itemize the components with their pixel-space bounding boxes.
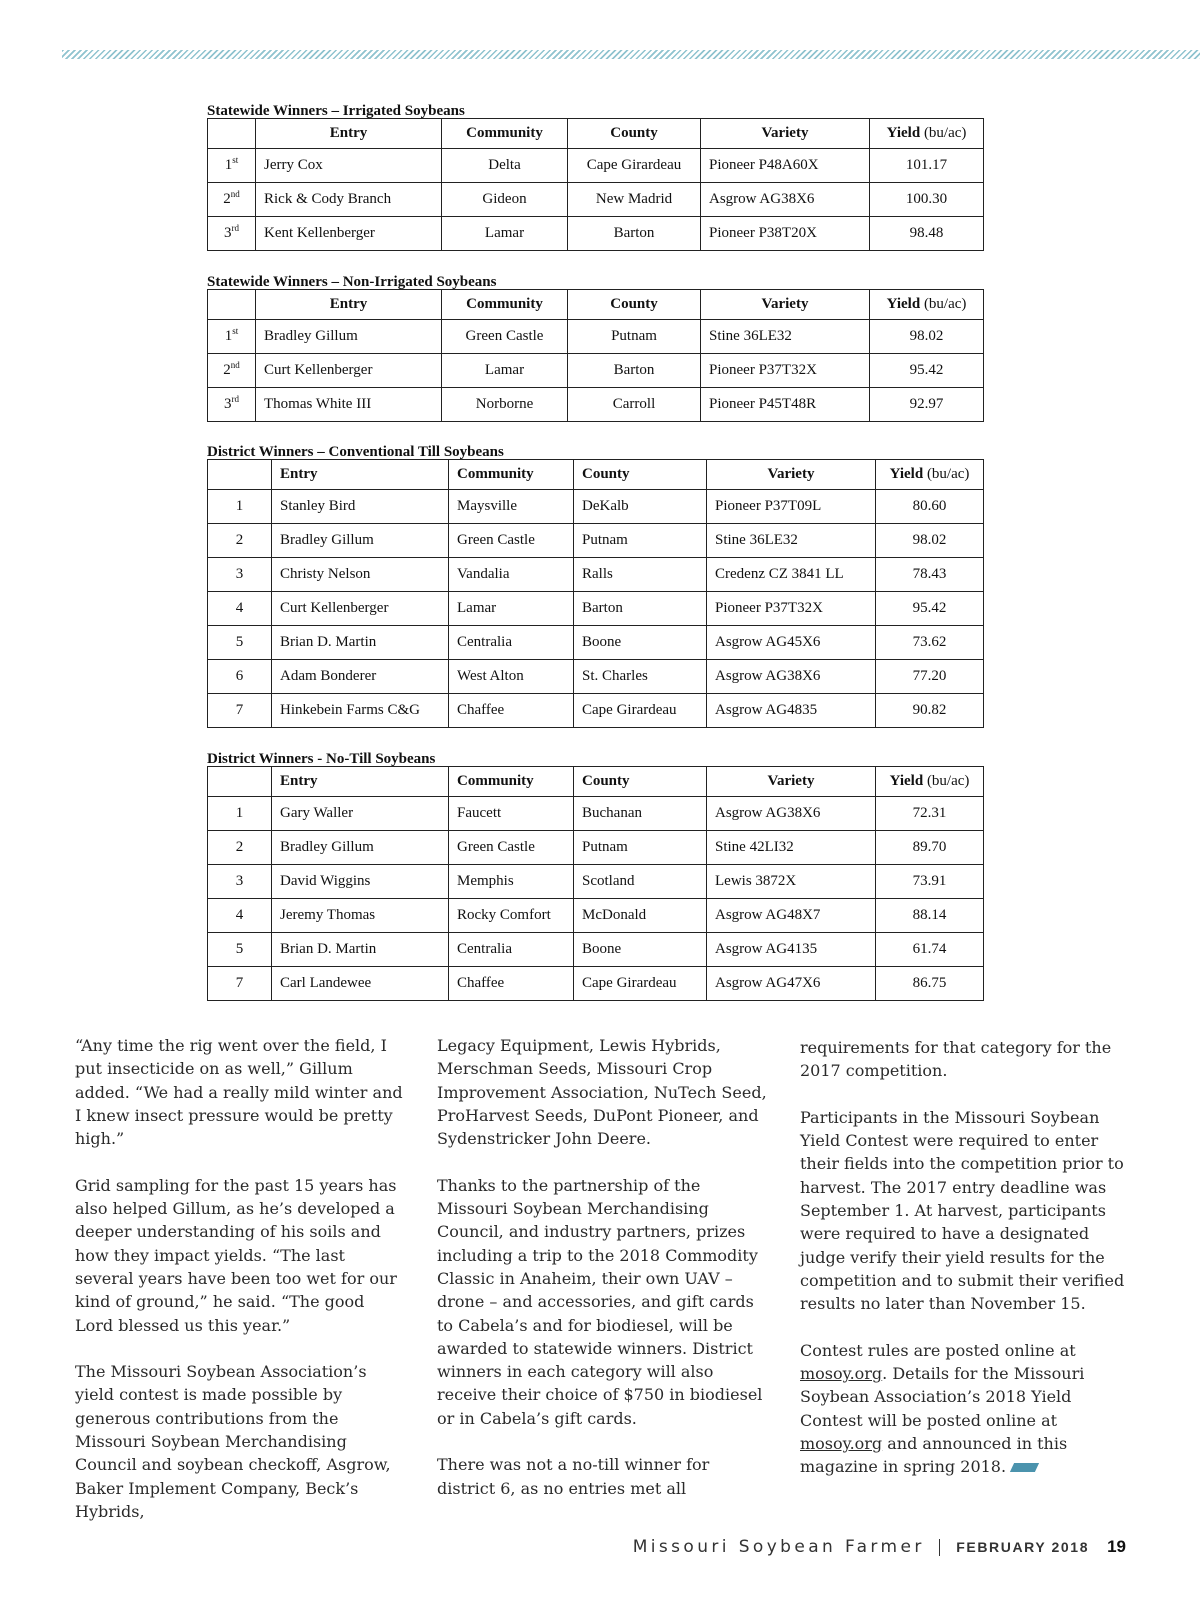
- entry-cell: Bradley Gillum: [256, 320, 442, 354]
- entry-cell: Christy Nelson: [272, 558, 449, 592]
- table-row: [208, 797, 984, 831]
- article-paragraph: The Missouri Soybean Association’s yield contest is made possible by generous contributions from the Missouri Soybean Merchandising Council and soybean checkoff, Asgrow, Baker Implement Company, Beck’s Hybrids,: [75, 1362, 391, 1521]
- yield-cell: 86.75: [876, 967, 984, 1001]
- entry-header: Entry: [272, 767, 449, 797]
- table-row: [208, 490, 984, 524]
- article-paragraph: Grid sampling for the past 15 years has also helped Gillum, as he’s developed a deeper understanding of his soils and how they impact yields. “The last several years have been too wet for our kind of ground,” he said. “The good Lord blessed us this year.”: [75, 1175, 397, 1335]
- no-till-table-body: [208, 797, 984, 1001]
- community-cell: Maysville: [449, 490, 574, 524]
- rank-number: 1: [235, 805, 244, 821]
- table-row: [208, 354, 984, 388]
- community-header: Community: [442, 290, 568, 320]
- county-cell: Barton: [574, 592, 707, 626]
- entry-cell: Curt Kellenberger: [272, 592, 449, 626]
- variety-cell: Stine 36LE32: [707, 524, 876, 558]
- footer-divider: [939, 1539, 941, 1556]
- table-row: [208, 183, 984, 217]
- county-cell: DeKalb: [574, 490, 707, 524]
- yield-cell: 73.62: [876, 626, 984, 660]
- table-row: [208, 558, 984, 592]
- county-header: County: [574, 460, 707, 490]
- rank-cell: [208, 217, 256, 251]
- entry-cell: Hinkebein Farms C&G: [272, 694, 449, 728]
- county-cell: New Madrid: [568, 183, 701, 217]
- rank-number: 1: [224, 328, 233, 344]
- rank-cell: [208, 797, 272, 831]
- table-row: [208, 899, 984, 933]
- variety-cell: Pioneer P37T32X: [707, 592, 876, 626]
- non-irrigated-table-body: [208, 320, 984, 422]
- community-cell: Green Castle: [449, 831, 574, 865]
- yield-header: Yield (bu/ac): [876, 460, 984, 490]
- rank-number: 3: [224, 396, 232, 412]
- community-cell: Faucett: [449, 797, 574, 831]
- article-paragraph: There was not a no-till winner for district 6, as no entries met all: [437, 1455, 710, 1498]
- yield-cell: 90.82: [876, 694, 984, 728]
- no-till-table-title: District Winners - No-Till Soybeans: [207, 751, 436, 767]
- yield-cell: 72.31: [876, 797, 984, 831]
- county-header: County: [574, 767, 707, 797]
- yield-cell: 95.42: [870, 354, 984, 388]
- rank-cell: [208, 490, 272, 524]
- no-till-winners-section: [207, 751, 983, 1001]
- county-cell: Boone: [574, 933, 707, 967]
- table-header-row: [208, 767, 984, 797]
- table-row: [208, 217, 984, 251]
- yield-cell: 98.02: [876, 524, 984, 558]
- yield-cell: 80.60: [876, 490, 984, 524]
- table-header-row: [208, 460, 984, 490]
- county-cell: Scotland: [574, 865, 707, 899]
- rank-number: 2: [235, 532, 244, 548]
- table-row: [208, 592, 984, 626]
- community-cell: Rocky Comfort: [449, 899, 574, 933]
- county-cell: Boone: [574, 626, 707, 660]
- variety-header: Variety: [707, 767, 876, 797]
- rank-number: 3: [224, 225, 232, 241]
- county-cell: Cape Girardeau: [574, 694, 707, 728]
- variety-cell: Asgrow AG4835: [707, 694, 876, 728]
- community-header: Community: [442, 119, 568, 149]
- rank-cell: [208, 933, 272, 967]
- variety-cell: Stine 42LI32: [707, 831, 876, 865]
- county-cell: Barton: [568, 354, 701, 388]
- county-header: County: [568, 290, 701, 320]
- table-row: [208, 660, 984, 694]
- rank-number: 6: [235, 668, 244, 684]
- entry-cell: Brian D. Martin: [272, 626, 449, 660]
- entry-cell: Adam Bonderer: [272, 660, 449, 694]
- decorative-top-rule: [62, 50, 1200, 59]
- yield-cell: 98.02: [870, 320, 984, 354]
- entry-cell: Carl Landewee: [272, 967, 449, 1001]
- table-header-row: [208, 119, 984, 149]
- mosoy-link[interactable]: mosoy.org: [800, 1364, 883, 1384]
- yield-header: Yield (bu/ac): [870, 290, 984, 320]
- yield-cell: 61.74: [876, 933, 984, 967]
- entry-header: Entry: [272, 460, 449, 490]
- table-row: [208, 388, 984, 422]
- variety-cell: Lewis 3872X: [707, 865, 876, 899]
- article-paragraph: “Any time the rig went over the field, I put insecticide on as well,” Gillum added. “We had a really mild winter and I knew insect pressure would be pretty high.”: [75, 1036, 403, 1149]
- rank-number: 3: [235, 873, 244, 889]
- page-number: 19: [1107, 1537, 1126, 1556]
- conventional-table-title: District Winners – Conventional Till Soybeans: [207, 444, 504, 460]
- table-row: [208, 967, 984, 1001]
- rank-number: 1: [224, 157, 233, 173]
- table-row: [208, 933, 984, 967]
- table-row: [208, 149, 984, 183]
- entry-cell: David Wiggins: [272, 865, 449, 899]
- yield-cell: 98.48: [870, 217, 984, 251]
- community-cell: Memphis: [449, 865, 574, 899]
- yield-cell: 88.14: [876, 899, 984, 933]
- community-cell: Gideon: [442, 183, 568, 217]
- rank-cell: [208, 694, 272, 728]
- county-cell: Barton: [568, 217, 701, 251]
- yield-cell: 78.43: [876, 558, 984, 592]
- rank-number: 7: [235, 702, 244, 718]
- variety-cell: Credenz CZ 3841 LL: [707, 558, 876, 592]
- article-paragraph: Thanks to the partnership of the Missouri Soybean Merchandising Council, and industry partners, prizes including a trip to the 2018 Commodity Classic in Anaheim, their own UAV – drone – and accessories, and gift cards to Cabela’s and for biodiesel, will be awarded to statewide winners. District winners in each category will also receive their choice of $750 in biodiesel or in Cabela’s gift cards.: [437, 1175, 763, 1428]
- community-header: Community: [449, 460, 574, 490]
- county-cell: Putnam: [574, 831, 707, 865]
- variety-cell: Pioneer P38T20X: [701, 217, 870, 251]
- variety-cell: Asgrow AG38X6: [701, 183, 870, 217]
- rank-number: 2: [223, 191, 231, 207]
- variety-cell: Asgrow AG4135: [707, 933, 876, 967]
- irrigated-table-body: [208, 149, 984, 251]
- rank-number: 5: [235, 634, 244, 650]
- rank-number: 4: [235, 907, 244, 923]
- entry-cell: Jeremy Thomas: [272, 899, 449, 933]
- rank-suffix: st: [232, 326, 239, 336]
- rank-number: 2: [235, 839, 244, 855]
- variety-cell: Stine 36LE32: [701, 320, 870, 354]
- rank-cell: [208, 626, 272, 660]
- table-row: [208, 320, 984, 354]
- variety-cell: Asgrow AG38X6: [707, 797, 876, 831]
- yield-cell: 100.30: [870, 183, 984, 217]
- variety-cell: Asgrow AG48X7: [707, 899, 876, 933]
- rank-number: 3: [235, 566, 244, 582]
- rank-number: 1: [235, 498, 244, 514]
- entry-cell: Brian D. Martin: [272, 933, 449, 967]
- rank-cell: [208, 524, 272, 558]
- page-footer: [633, 1536, 1126, 1558]
- county-cell: Ralls: [574, 558, 707, 592]
- community-cell: Chaffee: [449, 694, 574, 728]
- rank-suffix: rd: [231, 223, 239, 233]
- county-cell: McDonald: [574, 899, 707, 933]
- yield-cell: 89.70: [876, 831, 984, 865]
- yield-header: Yield (bu/ac): [870, 119, 984, 149]
- rank-cell: [208, 865, 272, 899]
- county-cell: Cape Girardeau: [574, 967, 707, 1001]
- rank-header: [208, 119, 256, 149]
- community-cell: Lamar: [449, 592, 574, 626]
- entry-cell: Stanley Bird: [272, 490, 449, 524]
- county-cell: Putnam: [568, 320, 701, 354]
- entry-header: Entry: [256, 119, 442, 149]
- rank-suffix: nd: [230, 360, 240, 370]
- table-row: [208, 694, 984, 728]
- community-cell: Norborne: [442, 388, 568, 422]
- rank-suffix: nd: [230, 189, 240, 199]
- rank-cell: [208, 354, 256, 388]
- county-header: County: [568, 119, 701, 149]
- non-irrigated-table-title: Statewide Winners – Non-Irrigated Soybeans: [207, 274, 497, 290]
- article-paragraph: Legacy Equipment, Lewis Hybrids, Merschman Seeds, Missouri Crop Improvement Association, NuTech Seed, ProHarvest Seeds, DuPont Pioneer, and Sydenstricker John Deere.: [437, 1036, 767, 1149]
- yield-cell: 77.20: [876, 660, 984, 694]
- variety-cell: Asgrow AG45X6: [707, 626, 876, 660]
- rank-header: [208, 290, 256, 320]
- article-column-2: [437, 1034, 767, 1500]
- community-cell: Lamar: [442, 354, 568, 388]
- rank-suffix: st: [232, 155, 239, 165]
- rank-number: 2: [223, 362, 231, 378]
- entry-cell: Curt Kellenberger: [256, 354, 442, 388]
- rank-cell: [208, 967, 272, 1001]
- community-cell: Centralia: [449, 933, 574, 967]
- county-cell: Buchanan: [574, 797, 707, 831]
- table-row: [208, 831, 984, 865]
- rank-cell: [208, 149, 256, 183]
- rank-cell: [208, 660, 272, 694]
- community-cell: Green Castle: [442, 320, 568, 354]
- irrigated-winners-section: [207, 103, 983, 251]
- irrigated-table-title: Statewide Winners – Irrigated Soybeans: [207, 103, 465, 119]
- non-irrigated-winners-table: [207, 289, 984, 422]
- entry-header: Entry: [256, 290, 442, 320]
- table-row: [208, 524, 984, 558]
- no-till-winners-table: [207, 766, 984, 1001]
- community-cell: Lamar: [442, 217, 568, 251]
- entry-cell: Thomas White III: [256, 388, 442, 422]
- article-column-3: [800, 1036, 1130, 1479]
- rank-cell: [208, 831, 272, 865]
- entry-cell: Bradley Gillum: [272, 524, 449, 558]
- rank-cell: [208, 899, 272, 933]
- variety-cell: Asgrow AG38X6: [707, 660, 876, 694]
- entry-cell: Rick & Cody Branch: [256, 183, 442, 217]
- county-cell: St. Charles: [574, 660, 707, 694]
- community-cell: West Alton: [449, 660, 574, 694]
- rank-number: 5: [235, 941, 244, 957]
- variety-cell: Pioneer P48A60X: [701, 149, 870, 183]
- variety-cell: Pioneer P45T48R: [701, 388, 870, 422]
- variety-cell: Pioneer P37T09L: [707, 490, 876, 524]
- yield-header: Yield (bu/ac): [876, 767, 984, 797]
- mosoy-link[interactable]: mosoy.org: [800, 1434, 883, 1454]
- community-cell: Green Castle: [449, 524, 574, 558]
- entry-cell: Jerry Cox: [256, 149, 442, 183]
- rank-number: 4: [235, 600, 244, 616]
- irrigated-winners-table: [207, 118, 984, 251]
- community-cell: Chaffee: [449, 967, 574, 1001]
- rank-header: [208, 767, 272, 797]
- yield-cell: 95.42: [876, 592, 984, 626]
- entry-cell: Gary Waller: [272, 797, 449, 831]
- publication-name: Missouri Soybean Farmer: [632, 1537, 925, 1557]
- rank-cell: [208, 388, 256, 422]
- yield-cell: 73.91: [876, 865, 984, 899]
- issue-date: FEBRUARY 2018: [956, 1539, 1090, 1555]
- rank-cell: [208, 558, 272, 592]
- table-row: [208, 865, 984, 899]
- rank-header: [208, 460, 272, 490]
- rank-cell: [208, 592, 272, 626]
- community-header: Community: [449, 767, 574, 797]
- variety-header: Variety: [701, 119, 870, 149]
- article-paragraph: requirements for that category for the 2017 competition.: [800, 1038, 1112, 1081]
- county-cell: Putnam: [574, 524, 707, 558]
- community-cell: Vandalia: [449, 558, 574, 592]
- table-header-row: [208, 290, 984, 320]
- rank-suffix: rd: [231, 394, 239, 404]
- article-column-1: [75, 1034, 405, 1523]
- non-irrigated-winners-section: [207, 274, 983, 422]
- variety-cell: Pioneer P37T32X: [701, 354, 870, 388]
- rank-cell: [208, 183, 256, 217]
- variety-cell: Asgrow AG47X6: [707, 967, 876, 1001]
- article-paragraph-with-links: Contest rules are posted online at mosoy.org. Details for the Missouri Soybean Association’s 2018 Yield Contest will be posted online at mosoy.org and announced in this magazine in spring 2018.: [800, 1340, 1085, 1477]
- variety-header: Variety: [701, 290, 870, 320]
- article-paragraph: Participants in the Missouri Soybean Yield Contest were required to enter their fields into the competition prior to harvest. The 2017 entry deadline was September 1. At harvest, participants were required to have a designated judge verify their yield results for the competition and to submit their verified results no later than November 15.: [800, 1107, 1125, 1314]
- yield-cell: 92.97: [870, 388, 984, 422]
- entry-cell: Bradley Gillum: [272, 831, 449, 865]
- conventional-table-body: [208, 490, 984, 728]
- yield-cell: 101.17: [870, 149, 984, 183]
- end-of-article-icon: [1010, 1463, 1039, 1472]
- table-row: [208, 626, 984, 660]
- county-cell: Carroll: [568, 388, 701, 422]
- rank-number: 7: [235, 975, 244, 991]
- rank-cell: [208, 320, 256, 354]
- variety-header: Variety: [707, 460, 876, 490]
- community-cell: Delta: [442, 149, 568, 183]
- county-cell: Cape Girardeau: [568, 149, 701, 183]
- conventional-till-winners-section: [207, 444, 983, 728]
- entry-cell: Kent Kellenberger: [256, 217, 442, 251]
- community-cell: Centralia: [449, 626, 574, 660]
- conventional-till-winners-table: [207, 459, 984, 728]
